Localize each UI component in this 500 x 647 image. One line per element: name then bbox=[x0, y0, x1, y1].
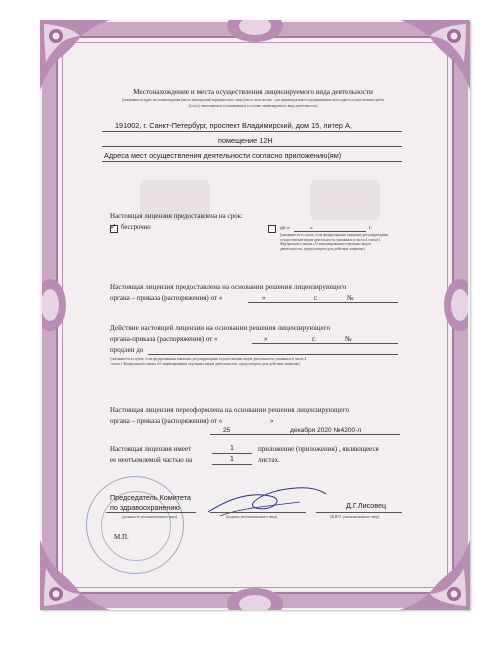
decision-mid: » bbox=[262, 294, 266, 302]
underline bbox=[106, 512, 196, 513]
decision-number: № bbox=[347, 294, 354, 302]
side-rosette-icon bbox=[438, 275, 468, 335]
underline bbox=[294, 231, 366, 232]
reissue-line: Настоящая лицензия переоформлена на основании решения лицензирующего bbox=[110, 406, 350, 414]
underline bbox=[210, 434, 400, 435]
name-caption: (Ф.И.О. уполномоченного лица) bbox=[330, 515, 380, 519]
underline bbox=[252, 343, 398, 344]
official-seal bbox=[86, 476, 184, 574]
address-line: помещение 12Н bbox=[218, 136, 273, 145]
reissue-date: декабря 2020 №4200-л bbox=[290, 427, 362, 434]
reissue-day: 25 bbox=[223, 427, 231, 434]
reissue-mid: » bbox=[270, 417, 274, 425]
term-until-mid: » bbox=[310, 225, 313, 231]
underline bbox=[102, 161, 402, 162]
address-line: 191002, г. Санкт-Петербург, проспект Владимирский, дом 15, литер А, bbox=[115, 121, 352, 130]
term-until-year: г. bbox=[369, 225, 373, 231]
extension-number: № bbox=[345, 335, 352, 343]
signatory-position: по здравоохранению bbox=[110, 503, 180, 512]
bottom-rosette-icon bbox=[225, 586, 285, 610]
appendix-line: Настоящая лицензия имеет bbox=[110, 445, 192, 453]
decision-year: г. bbox=[314, 294, 318, 302]
underline bbox=[248, 302, 398, 303]
term-until-note: (указывается в случае, если федеральными законами, регулирующими осуществление видов деятельности, указанных в части 4 статьи 1 Федерального закона «О лицензировании отдельных видов деятельности», предусмотрен срок действия лицензии) bbox=[280, 233, 389, 251]
signatory-name: Д.Г.Лисовец bbox=[346, 501, 387, 510]
corner-ornament-icon bbox=[400, 540, 470, 610]
appendix-count: 1 bbox=[230, 456, 234, 463]
top-rosette-icon bbox=[225, 20, 285, 44]
license-page bbox=[40, 20, 470, 610]
seal-place-label: М.П. bbox=[114, 533, 129, 541]
until-checkbox bbox=[268, 225, 276, 233]
decision-line: Настоящая лицензия предоставлена на основании решения лицензирующего bbox=[110, 283, 347, 291]
position-caption: (должность уполномоченного лица) bbox=[122, 515, 178, 519]
extension-line: органа-приказа (распоряжения) от « bbox=[110, 335, 218, 343]
underline bbox=[210, 512, 306, 513]
header-title: Местонахождение и места осуществления лицензируемого вида деятельности bbox=[133, 88, 373, 96]
appendix-line: ее неотъемлемой частью на bbox=[110, 456, 193, 464]
underline bbox=[148, 354, 398, 355]
term-indefinite: бессрочно bbox=[121, 224, 151, 231]
appendix-line: листах. bbox=[258, 456, 280, 464]
signatory-position: Председатель Комитета bbox=[110, 493, 191, 502]
underline bbox=[102, 131, 402, 132]
header-subtitle: (указываются адрес местонахождения (место нахождения) юридического лица (место жительства - для индивидуального предпринимателя) и адреса осуществления работ bbox=[121, 98, 385, 102]
watermark-pattern-icon bbox=[140, 170, 380, 230]
check-icon: ✓ bbox=[110, 222, 117, 231]
side-rosette-icon bbox=[42, 275, 72, 335]
underline bbox=[212, 464, 252, 465]
corner-ornament-icon bbox=[40, 20, 110, 90]
signature-caption: (подпись уполномоченного лица) bbox=[226, 515, 278, 519]
underline bbox=[316, 512, 402, 513]
underline bbox=[212, 453, 252, 454]
decision-line: органа – приказа (распоряжения) от « bbox=[110, 294, 223, 302]
reissue-line: органа – приказа (распоряжения) от « bbox=[110, 417, 223, 425]
appendix-line: приложение (приложения) , являющееся bbox=[258, 445, 379, 453]
extension-until: продлен до bbox=[110, 346, 144, 354]
address-line: Адреса мест осуществления деятельности согласно приложению(ям) bbox=[104, 151, 342, 160]
underline bbox=[102, 146, 402, 147]
extension-mid: » bbox=[264, 335, 268, 343]
extension-year: г. bbox=[312, 335, 316, 343]
header-subtitle: (услуг), выполняемых (оказываемых) в составе лицензируемого вида деятельности) bbox=[188, 104, 318, 108]
appendix-count: 1 bbox=[230, 445, 234, 452]
term-until-prefix: до « bbox=[280, 225, 290, 231]
extension-line: Действие настоящей лицензии на основании решения лицензирующего bbox=[110, 324, 331, 332]
extension-note: (указывается в случае, если федеральными законами, регулирующими осуществление видов деятельности, указанных в части 4 статьи 1 Федерального закона «О лицензировании отдельных видов деятельности», предусмотрен срок действия лицензии) bbox=[110, 357, 307, 366]
corner-ornament-icon bbox=[400, 20, 470, 90]
term-label: Настоящая лицензия предоставлена на срок: bbox=[110, 212, 243, 220]
